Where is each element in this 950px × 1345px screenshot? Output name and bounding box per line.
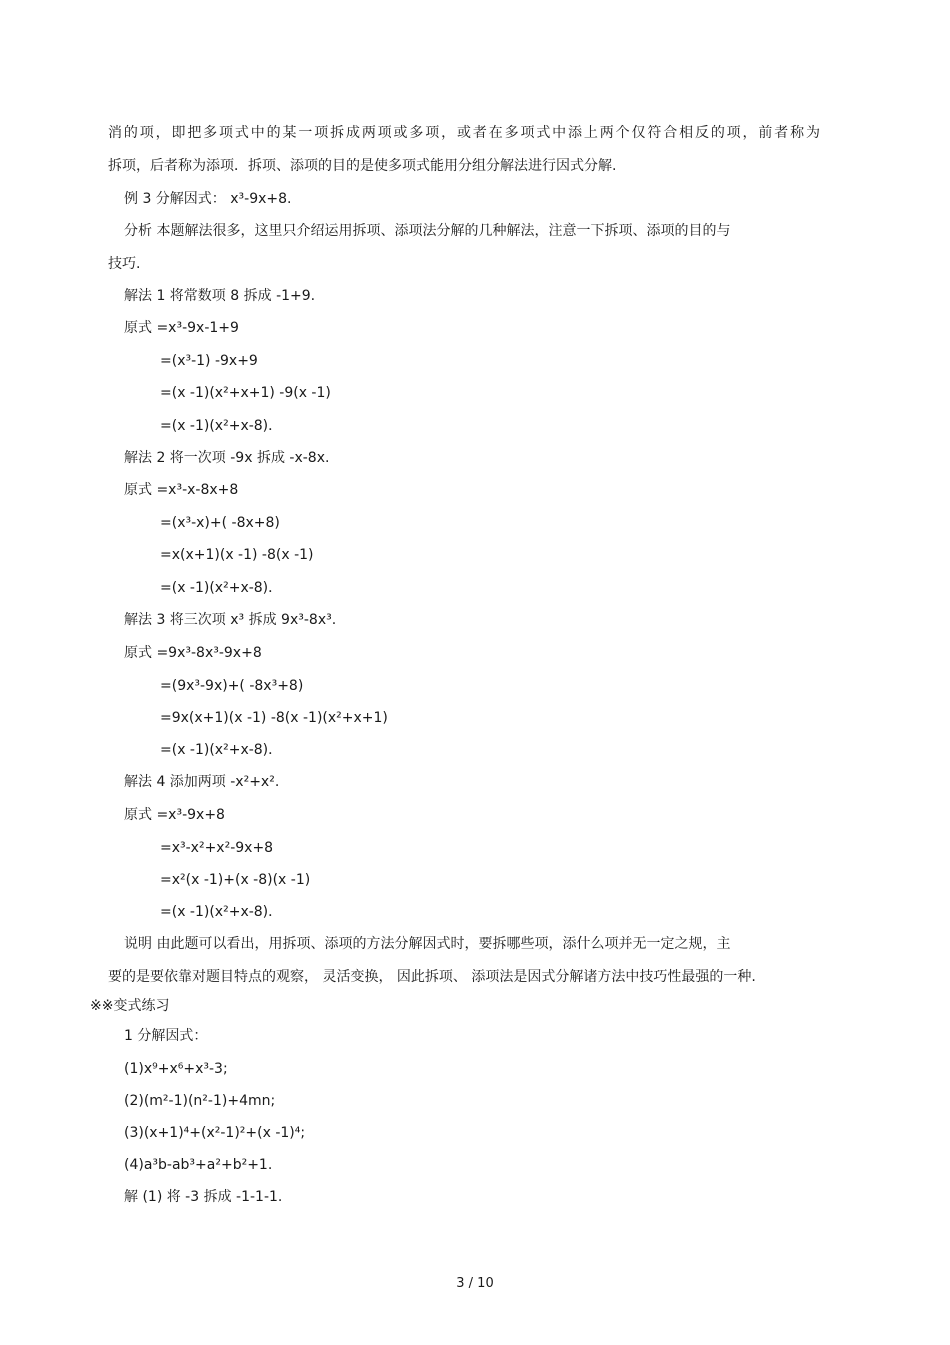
note-line-1: 说明 由此题可以看出，用拆项、添项的方法分解因式时，要拆哪些项，添什么项并无一定之规，主 [124,936,731,952]
example-heading: 例 3 分解因式： x³-9x+8. [124,191,292,207]
method-4-step-3: =x²(x -1)+(x -8)(x -1) [160,872,311,888]
method-1-heading: 解法 1 将常数项 8 拆成 -1+9. [124,288,316,304]
method-1-step-3: =(x -1)(x²+x+1) -9(x -1) [160,385,331,401]
exercise-title: ※※变式练习 [90,998,170,1014]
exercise-3: (3)(x+1)⁴+(x²-1)²+(x -1)⁴; [124,1125,306,1141]
exercise-1: (1)x⁹+x⁶+x³-3; [124,1061,228,1077]
method-4-step-1: 原式 =x³-9x+8 [124,807,225,823]
intro-line-2: 拆项，后者称为添项．拆项、添项的目的是使多项式能用分组分解法进行因式分解. [108,158,617,174]
method-3-step-2: =(9x³-9x)+( -8x³+8) [160,678,304,694]
method-2-step-2: =(x³-x)+( -8x+8) [160,515,280,531]
method-3-step-1: 原式 =9x³-8x³-9x+8 [124,645,262,661]
exercise-4: (4)a³b-ab³+a²+b²+1. [124,1157,273,1173]
analysis-line-2: 技巧. [108,256,141,272]
method-2-step-3: =x(x+1)(x -1) -8(x -1) [160,547,314,563]
method-3-heading: 解法 3 将三次项 x³ 拆成 9x³-8x³. [124,612,337,628]
exercise-intro: 1 分解因式： [124,1028,208,1044]
note-line-2: 要的是要依靠对题目特点的观察， 灵活变换， 因此拆项、 添项法是因式分解诸方法中技巧性最强的一种. [108,969,756,985]
method-3-step-3: =9x(x+1)(x -1) -8(x -1)(x²+x+1) [160,710,388,726]
method-1-step-4: =(x -1)(x²+x-8)． [160,418,283,434]
method-1-step-1: 原式 =x³-9x-1+9 [124,320,239,336]
intro-line-1: 消的项，即把多项式中的某一项拆成两项或多项，或者在多项式中添上两个仅符合相反的项，前者称为 [108,125,820,141]
solution-line: 解 (1) 将 -3 拆成 -1-1-1. [124,1189,283,1205]
method-2-step-1: 原式 =x³-x-8x+8 [124,482,239,498]
method-3-step-4: =(x -1)(x²+x-8)． [160,742,283,758]
exercise-2: (2)(m²-1)(n²-1)+4mn; [124,1093,276,1109]
method-4-step-2: =x³-x²+x²-9x+8 [160,840,274,856]
analysis-line-1: 分析 本题解法很多，这里只介绍运用拆项、添项法分解的几种解法，注意一下拆项、添项的目的与 [124,223,731,239]
method-2-step-4: =(x -1)(x²+x-8)． [160,580,283,596]
page-number: 3 / 10 [456,1276,494,1291]
method-4-step-4: =(x -1)(x²+x-8)． [160,904,283,920]
method-2-heading: 解法 2 将一次项 -9x 拆成 -x-8x. [124,450,330,466]
method-1-step-2: =(x³-1) -9x+9 [160,353,258,369]
method-4-heading: 解法 4 添加两项 -x²+x². [124,774,280,790]
